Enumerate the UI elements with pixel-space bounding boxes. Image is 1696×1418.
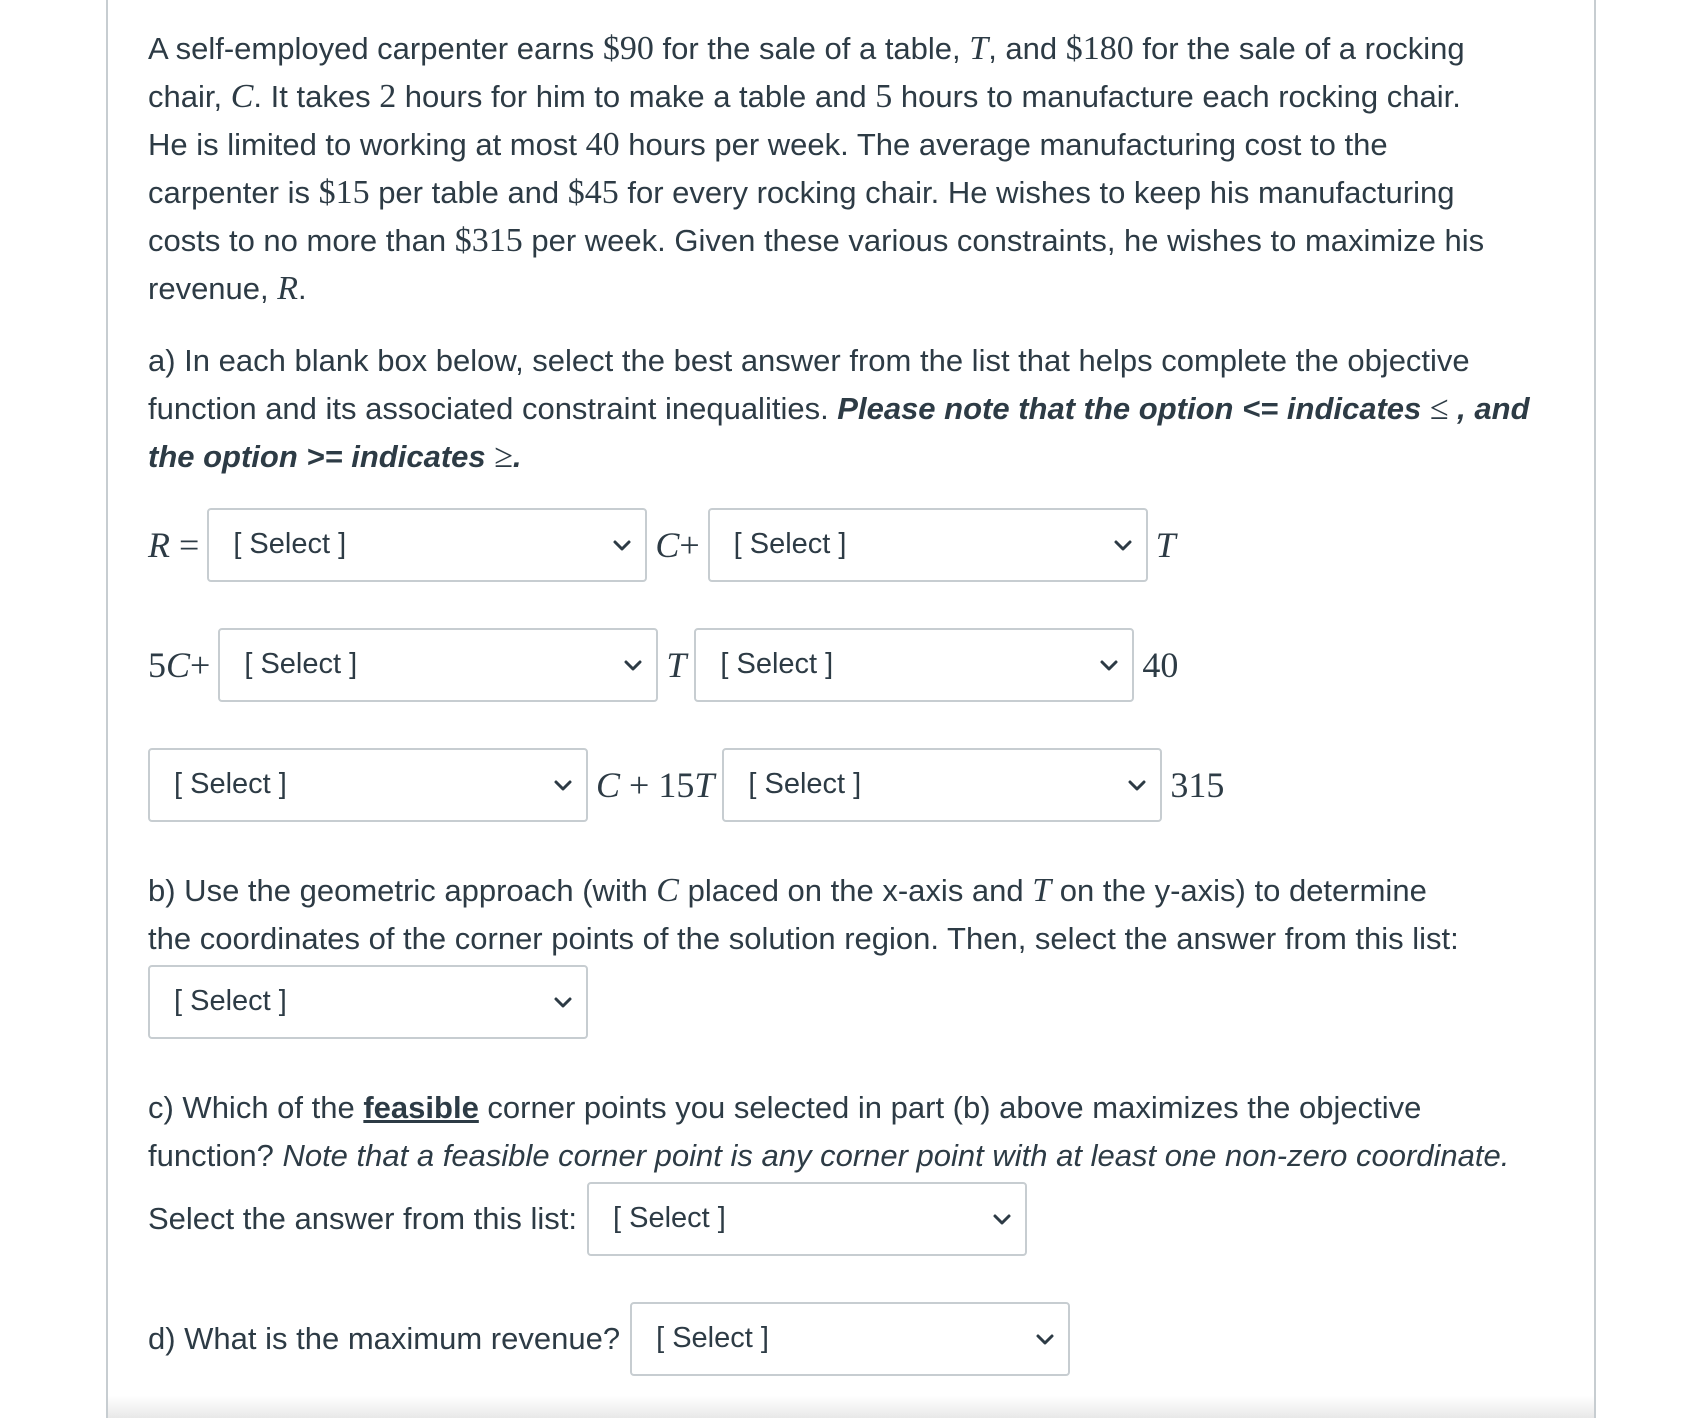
part-a-note: the option	[148, 439, 307, 474]
le-option: <=	[1242, 391, 1279, 426]
objective-mid-term: C+	[655, 525, 700, 565]
hours-inequality-select[interactable]	[694, 628, 1134, 702]
part-b-text: the coordinates of the corner points of the solution region. Then, select the answer from this list:	[148, 921, 1459, 956]
part-c-prompt: Select the answer from this list:	[148, 1201, 577, 1236]
intro-text: carpenter is	[148, 175, 319, 210]
chevron-down-icon	[991, 1208, 1013, 1230]
ge-symbol: ≥	[494, 438, 513, 475]
price-table: $90	[602, 30, 654, 67]
bottom-fade	[108, 1396, 1594, 1418]
intro-paragraph	[148, 25, 1548, 313]
objective-row	[148, 507, 1184, 583]
objective-lhs: R =	[148, 525, 200, 565]
chevron-down-icon	[1126, 774, 1148, 796]
corner-points-select[interactable]	[148, 965, 588, 1039]
select-value: [ Select ]	[720, 648, 834, 680]
part-c-text: c) Which of the	[148, 1090, 364, 1125]
hours-constraint-rhs: 40	[1142, 645, 1179, 685]
intro-text: He is limited to working at most	[148, 127, 586, 162]
chevron-down-icon	[552, 991, 574, 1013]
select-value: [ Select ]	[656, 1322, 769, 1354]
intro-text: hours to manufacture each rocking chair.	[892, 79, 1461, 114]
var-r: R	[277, 270, 299, 307]
chevron-down-icon	[1034, 1328, 1056, 1350]
chevron-down-icon	[611, 534, 633, 556]
part-c-row	[148, 1181, 1027, 1257]
intro-text: costs to no more than	[148, 223, 455, 258]
intro-text: for the sale of a rocking	[1133, 31, 1465, 66]
select-value: [ Select ]	[174, 985, 287, 1017]
part-a-note: Please note that the option	[837, 391, 1243, 426]
chevron-down-icon	[552, 774, 574, 796]
part-a-text: a) In each blank box below, select the best answer from the list that helps complete the objective	[148, 343, 1470, 378]
part-b-text: on the y-axis) to determine	[1051, 873, 1427, 908]
part-d-row	[148, 1301, 1070, 1377]
chevron-down-icon	[1112, 534, 1134, 556]
part-b-row	[148, 964, 588, 1040]
hours-constraint-lhs: 5C+	[148, 645, 211, 685]
cost-chair: $45	[567, 174, 619, 211]
select-value: [ Select ]	[613, 1202, 726, 1234]
hours-constraint-mid: T	[666, 645, 687, 685]
select-value: [ Select ]	[244, 648, 358, 680]
cost-table: $15	[318, 174, 370, 211]
var-c: C	[656, 872, 679, 909]
intro-text: chair,	[148, 79, 231, 114]
hours-constraint-row	[148, 627, 1186, 703]
select-value: [ Select ]	[233, 528, 347, 560]
part-d-prompt: d) What is the maximum revenue?	[148, 1321, 621, 1356]
hours-table: 2	[379, 78, 397, 115]
part-a-note: indicates	[1278, 391, 1430, 426]
intro-text: per week. Given these various constraints, he wishes to maximize his	[522, 223, 1485, 258]
part-a-note: indicates	[342, 439, 495, 474]
intro-text: hours for him to make a table and	[396, 79, 876, 114]
part-c-text: function?	[148, 1138, 283, 1173]
intro-text: hours per week. The average manufacturing cost to the	[619, 127, 1388, 162]
intro-text: for every rocking chair. He wishes to keep his manufacturing	[618, 175, 1455, 210]
hours-chair: 5	[875, 78, 893, 115]
var-t: T	[1032, 872, 1052, 909]
ge-option: >=	[306, 439, 343, 474]
hours-limit: 40	[585, 126, 620, 163]
select-value: [ Select ]	[733, 528, 847, 560]
select-value: [ Select ]	[174, 768, 287, 800]
cost-inequality-select[interactable]	[722, 748, 1162, 822]
intro-text: , and	[988, 31, 1066, 66]
var-c: C	[230, 78, 254, 115]
chevron-down-icon	[1098, 654, 1120, 676]
part-b-paragraph	[148, 867, 1568, 963]
cost-chair-coef-select[interactable]	[148, 748, 588, 822]
intro-text: for the sale of a table,	[653, 31, 970, 66]
cost-constraint-mid: C + 15T	[596, 765, 715, 805]
part-a-paragraph	[148, 337, 1548, 481]
intro-text: .	[298, 271, 307, 306]
part-b-text: b) Use the geometric approach (with	[148, 873, 657, 908]
intro-text: revenue,	[148, 271, 278, 306]
part-c-text: corner points you selected in part (b) above maximizes the objective	[478, 1090, 1422, 1125]
intro-text: A self-employed carpenter earns	[148, 31, 603, 66]
cost-constraint-rhs: 315	[1170, 765, 1225, 805]
max-revenue-select[interactable]	[630, 1302, 1070, 1376]
feasible-term: feasible	[363, 1090, 479, 1125]
select-value: [ Select ]	[748, 768, 862, 800]
question-body	[148, 25, 1548, 481]
objective-table-coef-select[interactable]	[708, 508, 1148, 582]
part-a-text: function and its associated constraint inequalities.	[148, 391, 838, 426]
part-c-paragraph	[148, 1084, 1568, 1180]
cost-limit: $315	[454, 222, 523, 259]
part-b-text: placed on the x-axis and	[678, 873, 1033, 908]
le-symbol: ≤	[1429, 390, 1449, 427]
intro-text: per table and	[369, 175, 568, 210]
objective-chair-coef-select[interactable]	[207, 508, 647, 582]
var-t: T	[969, 30, 989, 67]
max-corner-select[interactable]	[587, 1182, 1027, 1256]
price-chair: $180	[1065, 30, 1134, 67]
objective-end-term: T	[1155, 525, 1176, 565]
intro-text: . It takes	[253, 79, 380, 114]
part-a-note: .	[512, 439, 522, 474]
part-c-note: Note that a feasible corner point is any corner point with at least one non-zero coordinate.	[282, 1138, 1510, 1173]
chevron-down-icon	[622, 654, 644, 676]
part-a-note: , and	[1448, 391, 1530, 426]
cost-constraint-row	[148, 747, 1232, 823]
hours-table-coef-select[interactable]	[218, 628, 658, 702]
